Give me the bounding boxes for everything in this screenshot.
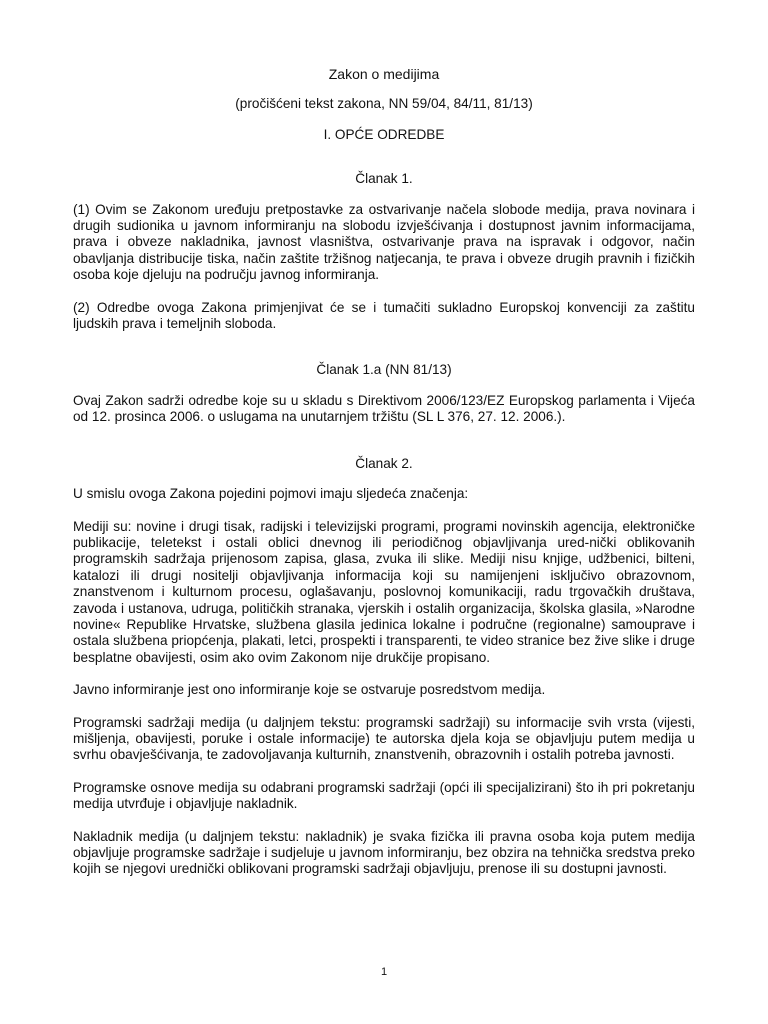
article-2-paragraph-1: U smislu ovoga Zakona pojedini pojmovi imaju sljedeća značenja: <box>73 486 469 502</box>
section-heading: I. OPĆE ODREDBE <box>323 126 445 142</box>
document-subtitle: (pročišćeni tekst zakona, NN 59/04, 84/11, 81/13) <box>235 96 533 112</box>
article-1-paragraph-2: (2) Odredbe ovoga Zakona primjenjivat će se i tumačiti sukladno Europskoj konvenciji za zaštitu ljudskih prava i temeljnih sloboda. <box>73 299 695 332</box>
article-2-paragraph-5: Programske osnove medija su odabrani programski sadržaji (opći ili specijalizirani) što ih pri pokretanju medija utvrđuje i objavljuje nakladnik. <box>73 779 695 812</box>
page-number: 1 <box>380 966 388 978</box>
article-heading-1: Članak 1. <box>355 171 413 187</box>
article-2-paragraph-6: Nakladnik medija (u daljnjem tekstu: nakladnik) je svaka fizička ili pravna osoba koja putem medija objavljuje programske sadržaje i sudjeluje u javnom informiranju, bez obzira na tehnička sredstva preko kojih se njegovi urednički oblikovani programski sadržaji objavljuju, prenose ili su dostupni javnosti. <box>73 828 695 877</box>
article-heading-1a: Članak 1.a (NN 81/13) <box>316 362 452 378</box>
article-1a-paragraph-1: Ovaj Zakon sadrži odredbe koje su u skladu s Direktivom 2006/123/EZ Europskog parlamenta i Vijeća od 12. prosinca 2006. o uslugama na unutarnjem tržištu (SL L 376, 27. 12. 2006.). <box>73 392 695 425</box>
article-2-paragraph-2: Mediji su: novine i drugi tisak, radijski i televizijski programi, programi novinskih agencija, elektroničke publikacije, teletekst i ostali oblici dnevnog ili periodičnog objavljivanja ured-nički oblikovanih programskih sadržaja prijenosom zapisa, glasa, zvuka ili slike. Mediji nisu knjige, udžbenici, bilteni, katalozi ili drugi nositelji objavljivanja informacija koji su namijenjeni isključivo obrazovnom, znanstvenom i kulturnom procesu, oglašavanju, poslovnoj komunikaciji, radu trgovačkih društava, zavoda i ustanova, udruga, političkih stranaka, vjerskih i ostalih organizacija, školska glasila, »Narodne novine« Republike Hrvatske, službena glasila jedinica lokalne i područne (regionalne) samouprave i ostala službena priopćenja, plakati, letci, prospekti i transparenti, te video stranice bez žive slike i druge besplatne obavijesti, osim ako ovim Zakonom nije drukčije propisano. <box>73 518 695 665</box>
article-2-paragraph-4: Programski sadržaji medija (u daljnjem tekstu: programski sadržaji) su informacije svih vrsta (vijesti, mišljenja, obavijesti, poruke i ostale informacije) te autorska djela koja se objavljuju putem medija u svrhu obavješćivanja, te zadovoljavanja kulturnih, znanstvenih, obrazovnih i ostalih potreba javnosti. <box>73 714 695 763</box>
article-heading-2: Članak 2. <box>355 455 413 471</box>
document-body <box>73 66 695 894</box>
document-title: Zakon o medijima <box>328 66 440 82</box>
article-1-paragraph-1: (1) Ovim se Zakonom uređuju pretpostavke za ostvarivanje načela slobode medija, prava novinara i drugih sudionika u javnom informiranju na slobodu izvješćivanja i dostupnost javnim informacijama, prava i obveze nakladnika, javnost vlasništva, ostvarivanje prava na ispravak i odgovor, način obavljanja distribucije tiska, način zaštite tržišnog natjecanja, te prava i obveze drugih pravnih i fizičkih osoba koje djeluju na području javnog informiranja. <box>73 201 695 283</box>
article-2-paragraph-3: Javno informiranje jest ono informiranje koje se ostvaruje posredstvom medija. <box>73 682 546 698</box>
